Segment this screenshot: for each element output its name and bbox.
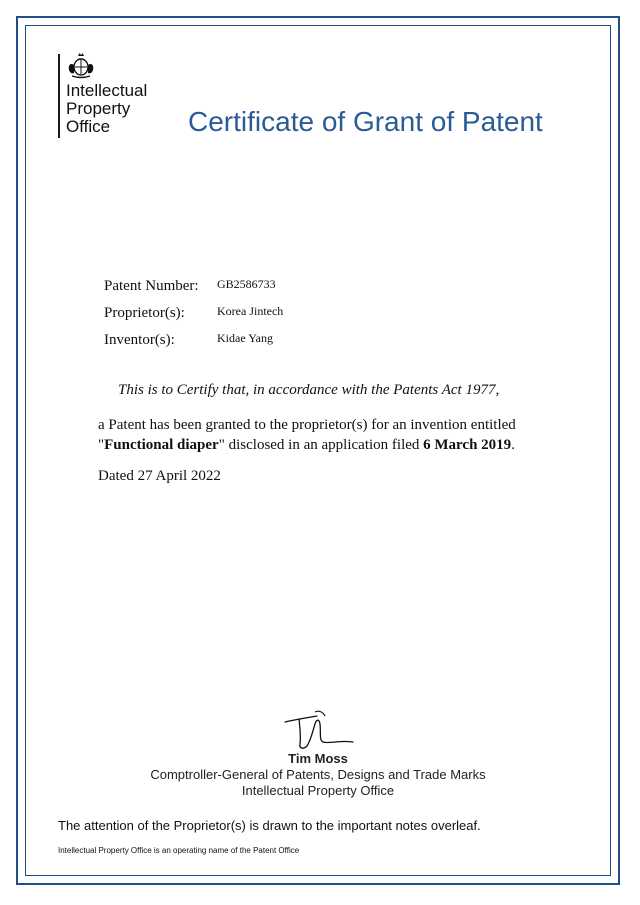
office-name-line: Office (66, 117, 111, 136)
attention-notice: The attention of the Proprietor(s) is drawn to the important notes overleaf. (58, 818, 481, 833)
ipo-logo (58, 52, 158, 138)
office-name-line: Property (66, 99, 131, 118)
grant-end: . (511, 437, 515, 453)
field-label: Patent Number: (104, 278, 199, 294)
dated-line: Dated 27 April 2022 (98, 468, 221, 484)
signatory-office: Intellectual Property Office (241, 783, 395, 798)
inventor-value: Kidae Yang (217, 331, 273, 345)
signatory-block (150, 751, 486, 799)
royal-crest-icon (66, 52, 96, 80)
signatory-title: Comptroller-General of Patents, Designs and Trade Marks (150, 767, 486, 782)
patent-number-value: GB2586733 (217, 277, 276, 291)
field-label: Inventor(s): (104, 332, 175, 348)
field-label: Proprietor(s): (104, 305, 185, 321)
proprietor-value: Korea Jintech (217, 304, 284, 318)
grant-statement (98, 415, 516, 455)
invention-title: Functional diaper (104, 437, 219, 453)
signature-image (283, 706, 355, 752)
signatory-name: Tim Moss (288, 751, 348, 766)
certify-statement: This is to Certify that, in accordance with the Patents Act 1977, (118, 382, 500, 398)
certificate-title: Certificate of Grant of Patent (188, 106, 543, 137)
office-name-line: Intellectual (66, 81, 148, 100)
footer-note: Intellectual Property Office is an operating name of the Patent Office (58, 846, 300, 855)
filed-date: 6 March 2019 (423, 437, 512, 453)
quote-open: " (98, 437, 105, 453)
grant-line-1: a Patent has been granted to the proprietor(s) for an invention entitled (98, 417, 516, 433)
logo-divider (58, 54, 60, 138)
office-name (66, 82, 147, 136)
grant-mid-text: disclosed in an application filed (224, 437, 424, 453)
grant-line-2 (98, 435, 516, 455)
quote-close: " (218, 437, 225, 453)
